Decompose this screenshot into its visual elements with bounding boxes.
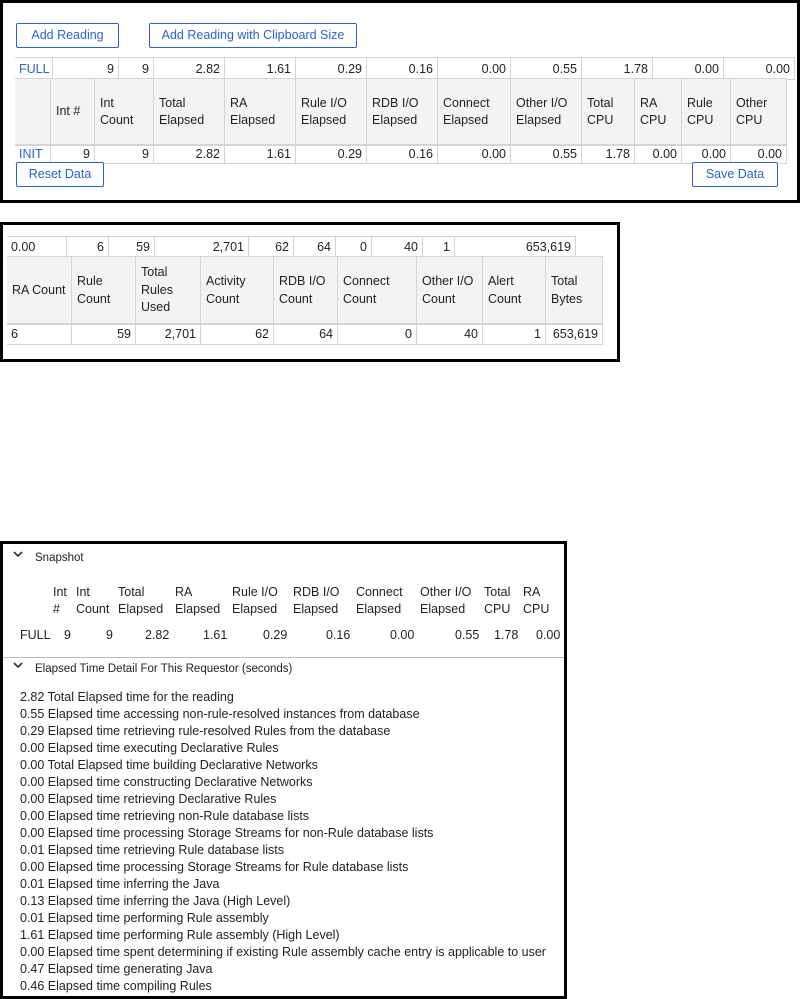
table-header-row [8,257,603,325]
snapshot-title: Snapshot [35,552,84,564]
table-cell: 0.00 [652,57,724,80]
table-cell: 1 [422,236,455,258]
snapshot-section-header[interactable] [3,552,84,564]
elapsed-detail-list [20,689,546,995]
column-header: Rule CPU [681,78,731,146]
snapshot-column-header: Total Elapsed [118,585,164,616]
column-header: Activity Count [200,256,274,325]
detail-line: 0.01 Elapsed time retrieving Rule database lists [20,843,285,857]
table-cell: 0.00 [681,144,731,164]
snapshot-cell: FULL [20,628,51,642]
counts-panel [0,222,620,362]
column-header: Total Elapsed [153,78,225,146]
column-header: Total Rules Used [135,256,201,325]
detail-line: 0.00 Elapsed time spent determining if existing Rule assembly cache entry is applicable to user [20,945,546,959]
table-cell: 0.29 [295,57,367,80]
table-cell: 9 [52,57,119,80]
table-row-values [8,324,603,345]
detail-line: 0.00 Elapsed time executing Declarative Rules [20,741,279,755]
table-cell: 653,619 [545,323,603,345]
table-cell: 62 [200,323,274,345]
snapshot-cell: 0.16 [326,628,351,642]
detail-line: 0.01 Elapsed time inferring the Java [20,877,220,891]
table-cell: 64 [273,323,338,345]
add-reading-button[interactable]: Add Reading [16,23,119,48]
detail-line: 0.01 Elapsed time performing Rule assembly [20,911,269,925]
table-cell: 9 [94,144,154,164]
table-cell: 59 [108,236,155,258]
column-header: Other I/O Count [416,256,483,325]
table-cell: 1.61 [224,57,296,80]
table-cell: 0.16 [366,57,438,80]
table-cell: 2.82 [153,57,225,80]
snapshot-cell: 9 [64,628,71,642]
detail-line: 0.00 Total Elapsed time building Declarative Networks [20,758,318,772]
table-cell: 1.78 [581,144,635,164]
detail-title: Elapsed Time Detail For This Requestor (seconds) [35,663,293,675]
table-cell: 0.00 [723,57,795,80]
detail-line: 1.61 Elapsed time performing Rule assembly (High Level) [20,928,340,942]
column-header: Connect Count [337,256,417,325]
snapshot-cell: 2.82 [145,628,170,642]
snapshot-column-header: RA CPU [523,585,550,616]
snapshot-cell: 9 [106,628,113,642]
table-cell: 0.00 [7,236,67,258]
section-divider [3,657,564,658]
table-cell: 0.00 [634,144,682,164]
table-cell: 62 [248,236,294,258]
column-header: Connect Elapsed [437,78,511,146]
detail-line: 0.46 Elapsed time compiling Rules [20,979,212,993]
table-cell: 0.55 [510,57,582,80]
column-header: RA Count [7,256,72,325]
table-cell: 40 [371,236,423,258]
table-cell: 9 [118,57,154,80]
snapshot-panel [0,541,567,999]
column-header: Other I/O Elapsed [510,78,582,146]
table-row-init [16,145,787,164]
table-cell: 2,701 [154,236,249,258]
snapshot-column-header: Int # [53,585,67,616]
detail-line: 0.00 Elapsed time retrieving Declarative Rules [20,792,277,806]
column-header: Other CPU [730,78,787,146]
table-cell: FULL [15,57,53,80]
snapshot-cell: 1.78 [494,628,519,642]
table-cell: 59 [71,323,136,345]
snapshot-cell: 0.55 [455,628,480,642]
detail-section-header[interactable] [3,663,292,675]
detail-line: 0.00 Elapsed time processing Storage Streams for Rule database lists [20,860,409,874]
save-data-button[interactable]: Save Data [692,162,778,187]
table-cell: 2.82 [153,144,225,164]
column-header: Rule Count [71,256,136,325]
table-cell: 0 [335,236,372,258]
detail-line: 0.00 Elapsed time retrieving non-Rule database lists [20,809,310,823]
table-cell: INIT [15,144,51,164]
column-header: RA CPU [634,78,682,146]
column-header: Int # [50,78,95,146]
table-cell: 0.16 [366,144,438,164]
table-cell: 6 [7,323,72,345]
table-cell: 1 [482,323,546,345]
add-reading-clipboard-button[interactable]: Add Reading with Clipboard Size [149,23,357,48]
column-header: RDB I/O Count [273,256,338,325]
snapshot-column-header: RA Elapsed [175,585,221,616]
snapshot-column-header: Other I/O Elapsed [420,585,472,616]
detail-line: 0.00 Elapsed time processing Storage Streams for non-Rule database lists [20,826,434,840]
detail-line: 0.00 Elapsed time constructing Declarative Networks [20,775,313,789]
table-cell: 0.00 [437,57,511,80]
table-cell: 9 [50,144,95,164]
snapshot-column-header: Total CPU [484,585,511,616]
table-cell: 0.29 [295,144,367,164]
reading-panel [0,0,800,203]
table-cell: 1.78 [581,57,653,80]
column-header: RDB I/O Elapsed [366,78,438,146]
column-header: Rule I/O Elapsed [295,78,367,146]
column-header [15,78,51,146]
detail-line: 0.13 Elapsed time inferring the Java (High Level) [20,894,291,908]
table-cell: 0.55 [510,144,582,164]
column-header: Int Count [94,78,154,146]
snapshot-cell: 1.61 [203,628,228,642]
snapshot-cell: 0.00 [390,628,415,642]
table-header-row [16,79,787,146]
reset-data-button[interactable]: Reset Data [16,162,104,187]
column-header: Alert Count [482,256,546,325]
table-cell: 1.61 [224,144,296,164]
table-cell: 2,701 [135,323,201,345]
table-cell: 0 [337,323,417,345]
detail-line: 2.82 Total Elapsed time for the reading [20,690,234,704]
snapshot-cell: 0.00 [536,628,561,642]
table-cell: 653,619 [454,236,576,258]
chevron-down-icon[interactable] [13,549,23,559]
detail-line: 0.55 Elapsed time accessing non-rule-resolved instances from database [20,707,420,721]
snapshot-column-header: Int Count [76,585,110,616]
table-cell: 0.00 [437,144,511,164]
snapshot-column-header: RDB I/O Elapsed [293,585,340,616]
table-cell: 64 [293,236,336,258]
column-header: RA Elapsed [224,78,296,146]
table-cell: 40 [416,323,483,345]
table-row-totals [8,237,576,258]
column-header: Total Bytes [545,256,603,325]
snapshot-column-header: Rule I/O Elapsed [232,585,278,616]
table-row-full [16,58,795,80]
snapshot-cell: 0.29 [263,628,288,642]
snapshot-column-header: Connect Elapsed [356,585,403,616]
detail-line: 0.29 Elapsed time retrieving rule-resolved Rules from the database [20,724,391,738]
column-header: Total CPU [581,78,635,146]
chevron-down-icon[interactable] [13,660,23,670]
detail-line: 0.47 Elapsed time generating Java [20,962,213,976]
table-cell: 6 [66,236,109,258]
table-cell: 0.00 [730,144,787,164]
